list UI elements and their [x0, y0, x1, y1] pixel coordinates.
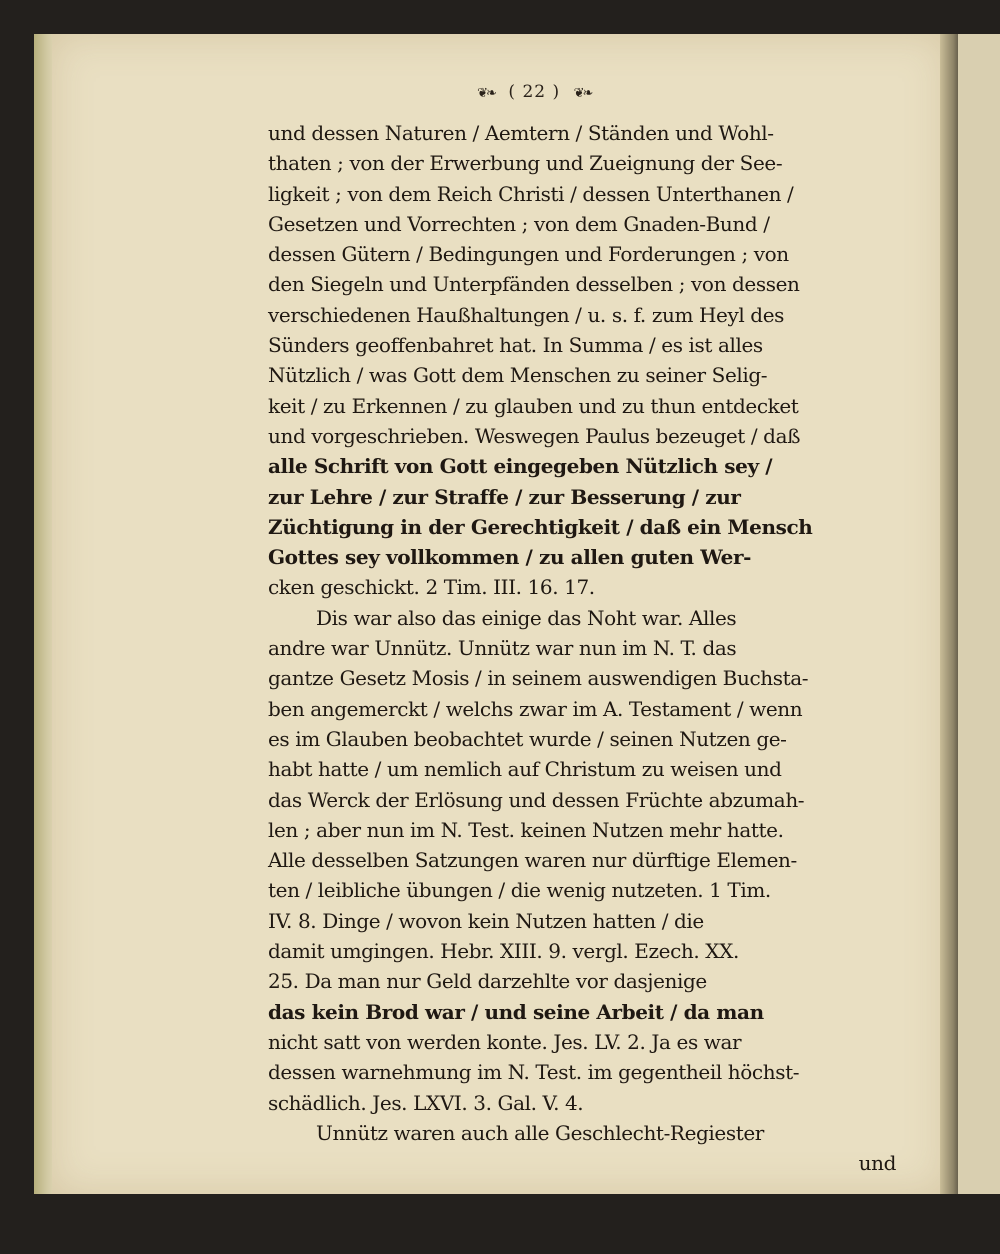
text-line: dessen warnehmung im N. Test. im gegentheil höchst- [268, 1060, 800, 1085]
text-line: Gottes sey vollkommen / zu allen guten Wer- [268, 545, 752, 570]
text-line: Züchtigung in der Gerechtigkeit / daß ein Mensch [268, 514, 813, 539]
text-line: das Werck der Erlösung und dessen Früchte abzumah- [268, 787, 805, 812]
facing-page-edge [958, 34, 1000, 1194]
text-line: das kein Brod war / und seine Arbeit / da man [268, 999, 764, 1024]
text-line: Dis war also das einige das Noht war. Alles [316, 605, 737, 630]
text-line: habt hatte / um nemlich auf Christum zu weisen und [268, 757, 782, 782]
text-line: thaten ; von der Erwerbung und Zueignung der See- [268, 151, 783, 176]
text-line: ben angemerckt / welchs zwar im A. Testament / wenn [268, 696, 803, 721]
text-line: es im Glauben beobachtet wurde / seinen Nutzen ge- [268, 726, 787, 751]
page-header [470, 82, 599, 102]
text-line: dessen Gütern / Bedingungen und Forderungen ; von [268, 242, 789, 267]
text-line: cken geschickt. 2 Tim. III. 16. 17. [268, 575, 595, 600]
text-line: damit umgingen. Hebr. XIII. 9. vergl. Ezech. XX. [268, 939, 739, 964]
text-line: len ; aber nun im N. Test. keinen Nutzen mehr hatte. [268, 817, 784, 842]
text-line: schädlich. Jes. LXVI. 3. Gal. V. 4. [268, 1090, 584, 1115]
text-line: Nützlich / was Gott dem Menschen zu seiner Selig- [268, 363, 768, 388]
text-line: alle Schrift von Gott eingegeben Nützlich sey / [268, 454, 773, 479]
text-line: ten / leibliche übungen / die wenig nutzeten. 1 Tim. [268, 878, 771, 903]
text-line: ligkeit ; von dem Reich Christi / dessen Unterthanen / [268, 181, 794, 206]
text-line: den Siegeln und Unterpfänden desselben ; von dessen [268, 272, 800, 297]
text-line: nicht satt von werden konte. Jes. LV. 2. Ja es war [268, 1029, 742, 1054]
text-line: und dessen Naturen / Aemtern / Ständen und Wohl- [268, 121, 774, 145]
text-line: Unnütz waren auch alle Geschlecht-Regiester [316, 1120, 764, 1145]
text-line: verschiedenen Haußhaltungen / u. s. f. zum Heyl des [268, 302, 784, 327]
text-line: Alle desselben Satzungen waren nur dürftige Elemen- [268, 848, 797, 873]
text-line: Sünders geoffenbahret hat. In Summa / es ist alles [268, 333, 763, 358]
text-line: 25. Da man nur Geld darzehlte vor dasjenige [268, 969, 707, 994]
text-line: keit / zu Erkennen / zu glauben und zu thun entdecket [268, 393, 799, 418]
catchword: und [858, 1151, 896, 1176]
text-line: Gesetzen und Vorrechten ; von dem Gnaden-Bund / [268, 211, 770, 236]
text-line: gantze Gesetz Mosis / in seinem auswendigen Buchsta- [268, 666, 809, 691]
text-line: und vorgeschrieben. Weswegen Paulus bezeuget / daß [268, 423, 801, 448]
header-ornament-left: ❦❧ [477, 86, 495, 101]
text-line: IV. 8. Dinge / wovon kein Nutzen hatten / die [268, 908, 704, 933]
header-ornament-right: ❦❧ [573, 86, 592, 101]
text-line: andre war Unnütz. Unnütz war nun im N. T. das [268, 636, 737, 661]
text-line: zur Lehre / zur Straffe / zur Besserung / zur [268, 484, 741, 509]
page-number: ( 22 ) [508, 82, 561, 102]
page-edge [34, 34, 54, 1194]
body-text [268, 118, 898, 1178]
